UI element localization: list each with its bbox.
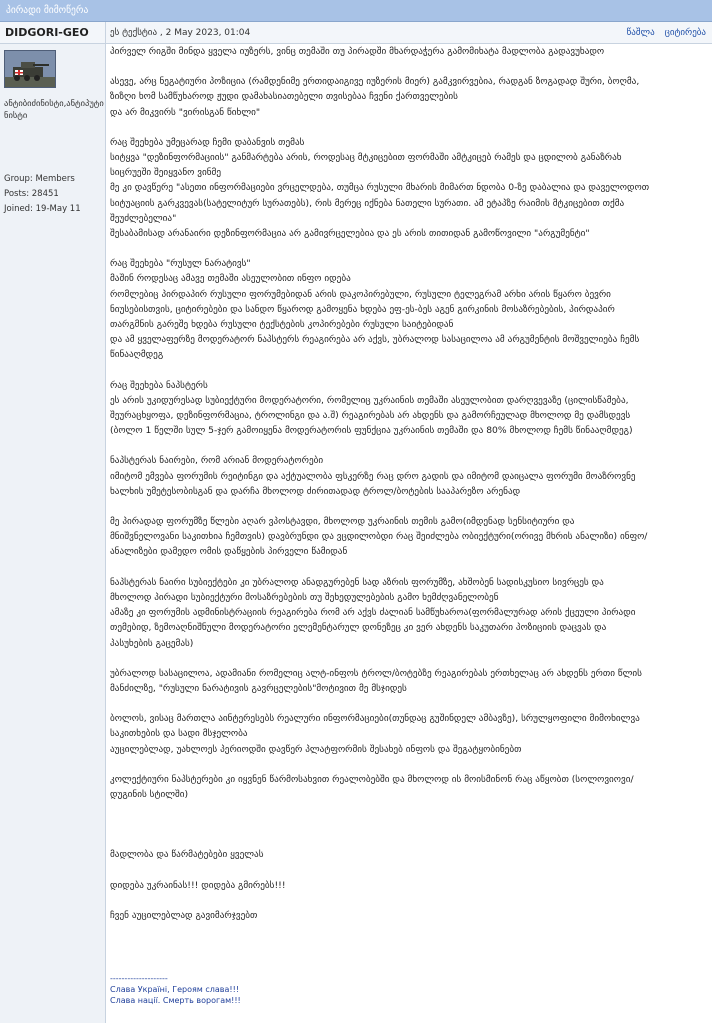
text-line: დიდება უკრაინას!!! დიდება გმირებს!!! xyxy=(110,879,286,891)
text-line: თემებიდ, ზემოაღნიშნული მოდერატორი ელემენტარულ დონეზეც კი ვერ ახდენს საკუთარი პოზიციის დაცვას და xyxy=(110,622,607,634)
text-line: რაც შეეხება უმეცარად ჩემი დაბანვის თემას xyxy=(110,136,305,148)
text-line: საკითხების და სადი მსჯელობა xyxy=(110,728,248,740)
user-group: Group: Members xyxy=(4,174,75,184)
post-actions xyxy=(627,28,712,38)
user-stats xyxy=(4,172,105,217)
text-line: მნიშვნელოვანი საკითხია ჩემთვის) დავბრუნდი და ვცდილობდი რაც შეიძლება ობიექტური(ორივე მხრის ანალიზი) ინფო/ xyxy=(110,531,648,543)
text-line: მე პირადად ფორუმზე წლები აღარ ვპოსტავდი, მხოლოდ უკრაინის თემის გამო(იმდენად სენსიტიური და xyxy=(110,516,575,528)
text-line: შესაბამისად არანაირი დეზინფორმაცია არ გამივრცელებია და ეს არის თითიდან გამოწოვილი "არგუმენტი" xyxy=(110,228,590,240)
post-body-row xyxy=(0,44,712,1023)
text-line: ასევე, არც ნეგატიური პოზიცია (რამდენიმე ერთიდაიგივე იუზერის მიერ) გამკვირვებია, რადგან ზოგადად შური, ბოღმა, xyxy=(110,76,640,88)
text-line: მაშინ როდესაც ამავე თემაში ასეულობით ინფო იდება xyxy=(110,273,351,285)
text-line: (ბოლო 1 წელში სულ 5-ჯერ გამოიყენა მოდერატორის ფუნქცია უკრაინის თემაში და 80% მხოლოდ ჩემს წინააღმდეგ) xyxy=(110,425,633,437)
signature-separator: -------------------- xyxy=(110,973,168,983)
text-line: უბრალოდ სასაცილოა, ადამიანი რომელიც ალტ-ინფოს ტროლ/ბოტებზე რეაგირებას ერთხელაც არ ახდენს ერთი წლის xyxy=(110,667,642,679)
text-line: ანალიზები დამედო ომის დაწყების პირველი წამიდან xyxy=(110,546,348,558)
post-paragraphs xyxy=(110,44,706,923)
text-line: ჩვენ აუცილებლად გავიმარჯვებთ xyxy=(110,909,258,921)
text-line: მე კი დავწერე "ასეთი ინფორმაციები ვრცელდება, თუმცა რუსული მხარის მიმართ ნდობა 0-ზე დაბალია და დაველოდოთ xyxy=(110,182,650,194)
signature xyxy=(110,984,706,1007)
post-paragraph xyxy=(110,378,706,439)
text-line: სიტყვა "დეზინფორმაციის" განმარტება არის, როდესაც მტკიცებით ფორმაში ამტკიცებ რამეს და ცდილობ განაზრახ xyxy=(110,152,622,164)
post-paragraph xyxy=(110,575,706,651)
topbar xyxy=(0,0,712,22)
author-name[interactable]: DIDGORI-GEO xyxy=(0,22,106,44)
text-line: ამაზე კი ფორუმის ადმინისტრაციის რეაგირება რომ არ აქვს ძალიან სამწუხაროა(ფორმალურად არის ქცეული პირადი xyxy=(110,607,636,619)
post-paragraph xyxy=(110,514,706,560)
post-paragraph xyxy=(110,711,706,757)
post-paragraph xyxy=(110,666,706,696)
signature-line: Слава нації. Смерть ворогам!!! xyxy=(110,996,241,1006)
post-paragraph xyxy=(110,453,706,499)
text-line: ნაპსტერას ნაირები, რომ არიან მოდერატორები xyxy=(110,455,324,467)
text-line: და ამ ყველაფერზე მოდერატორ ნაპსტერს რეაგირება არ აქვს, უბრალოდ სასაცილოა ამ არგუმენტის მოშველიება ჩემს xyxy=(110,334,640,346)
post-content xyxy=(106,44,712,1023)
quote-link[interactable]: ციტირება xyxy=(664,27,706,38)
text-line: პასუხების გაცემას) xyxy=(110,637,194,649)
text-line: ბოლოს, ვისაც მართლა აინტერესებს რეალური ინფორმაციები(თუნდაც გუშინდელ ამბავზე), სრულყოფილი მიმოხილვა xyxy=(110,713,640,725)
text-line: თარგმნის გარეშე ხდება რუსული ტექსტების კოპირებები რუსული საიტებიდან xyxy=(110,319,454,331)
text-line: წინააღმდეგ xyxy=(110,349,164,361)
text-line: ნიუსებისთვის, ციტირებები და სანდო წყაროდ გამოყენა ხდება ეფ-ეს-ბეს აგენ გირკინის მოსაზრებების, პირდაპირ xyxy=(110,303,615,315)
text-line: შეუძლებელია" xyxy=(110,212,177,224)
delete-link[interactable]: წაშლა xyxy=(626,27,655,38)
text-line: ხალხის უმეტესობისგან და დარჩა მხოლოდ ძირითადად ტროლ/ბოტების სააპარეზო არენად xyxy=(110,485,521,497)
text-line: მანძილზე, "რუსული ნარატივის გავრცელების"მოტივით მე მსჯიდეს xyxy=(110,682,407,694)
text-line: რაც შეეხება ნაპსტერს xyxy=(110,379,208,391)
text-line: ეს არის უკიდურესად სუბიექტური მოდერატორი, რომელიც უკრაინის თემაში ასეულობით დარღვევაზე (ცილისწამება, xyxy=(110,394,629,406)
post-paragraph xyxy=(110,256,706,362)
text-line: დუგინის სტილში) xyxy=(110,788,189,800)
text-line: ზიზღი ხომ სამწუხაროდ ჟუდი დამახასიათებელი თვისებაა ჩვენი ქართველების xyxy=(110,91,458,103)
post-paragraph xyxy=(110,74,706,120)
post-paragraph xyxy=(110,135,706,241)
text-line: შეურაცხყოფა, დეზინფორმაცია, ტროლინგი და ა.შ) რეაგირებას არ ახდენს და გამორჩეულად მხოლოდ მე დამსდევს xyxy=(110,410,631,422)
avatar[interactable] xyxy=(4,50,56,88)
post-paragraph xyxy=(110,908,706,923)
avatar-image xyxy=(5,51,55,87)
post-paragraph xyxy=(110,878,706,893)
user-title: ანტიბიძინისტი,ანტიპუტინისტი xyxy=(4,99,104,121)
post-paragraph xyxy=(110,772,706,802)
text-line: სიცრუეში შეიყვანო ვინმე xyxy=(110,167,221,179)
text-line xyxy=(110,817,706,832)
text-line: სიტუაციის გარკვევას(სატელიტურ სურათებს), რის მერეც იქნება ნათელი სურათი. ამ ეტაპზე რაიმის მტკიცებით თქმა xyxy=(110,197,625,209)
text-line: კოლექტიური ნაპსტერები კი იყვნენ წარმოსახვით რეალობებში და მხოლოდ ის მოისმინონ რაც აწყობთ (სოლოვიოვი/ xyxy=(110,773,634,785)
text-line: რაც შეეხება "რუსულ ნარატივს" xyxy=(110,258,251,270)
user-posts: Posts: 28451 xyxy=(4,189,59,199)
text-line: იმიტომ ემვება ფორუმის რეიტინგი და აქტუალობა ფსკერზე რაც დრო გადის და იმიტომ დაიცალა ფორუმი მოაზროვნე xyxy=(110,470,636,482)
post-meta xyxy=(106,28,712,38)
text-line: და არ მიკვირს "ვირისგან წიხლი" xyxy=(110,106,261,118)
signature-line: Слава Україні, Героям слава!!! xyxy=(110,984,240,994)
text-line: მხოლოდ პირადი სუბიექტური მოსაზრებების თუ შეხედულებების გამო ხემძღვანელობენ xyxy=(110,591,499,603)
post-paragraph xyxy=(110,44,706,59)
post-header xyxy=(0,22,712,44)
text-line: პირველ რიგში მინდა ყველა იუზერს, ვინც თემაში თუ პირადში მხარდაჭერა გამომიხატა მადლობა გადავუხადო xyxy=(110,46,605,57)
text-line: რომლებიც პირდაპირ რუსული ფორუმებიდან არის დაკოპირებული, რუსული ტელეგრამ არხი არის წყარო ბევრი xyxy=(110,288,611,300)
author-sidebar xyxy=(0,44,106,1023)
post-date: ეს ტექსტია , 2 May 2023, 01:04 xyxy=(110,27,251,38)
post-paragraph xyxy=(110,817,706,832)
post-paragraph xyxy=(110,847,706,862)
text-line: ნაპსტერას ნაირი სუბიექტები კი უბრალოდ ანადგურებენ სად აზრის ფორუმზე, ახშობენ სადისკუსიო სივრცეს და xyxy=(110,576,604,588)
user-joined: Joined: 19-May 11 xyxy=(4,204,81,214)
text-line: მადლობა და წარმატებები ყველას xyxy=(110,849,264,861)
text-line: აუცილებლად, უახლოეს პერიოდში დავწერ პლატფორმის შესახებ ინფოს და შეგატყობინებთ xyxy=(110,743,522,755)
topbar-title: პირადი მიმოწერა xyxy=(6,5,89,16)
